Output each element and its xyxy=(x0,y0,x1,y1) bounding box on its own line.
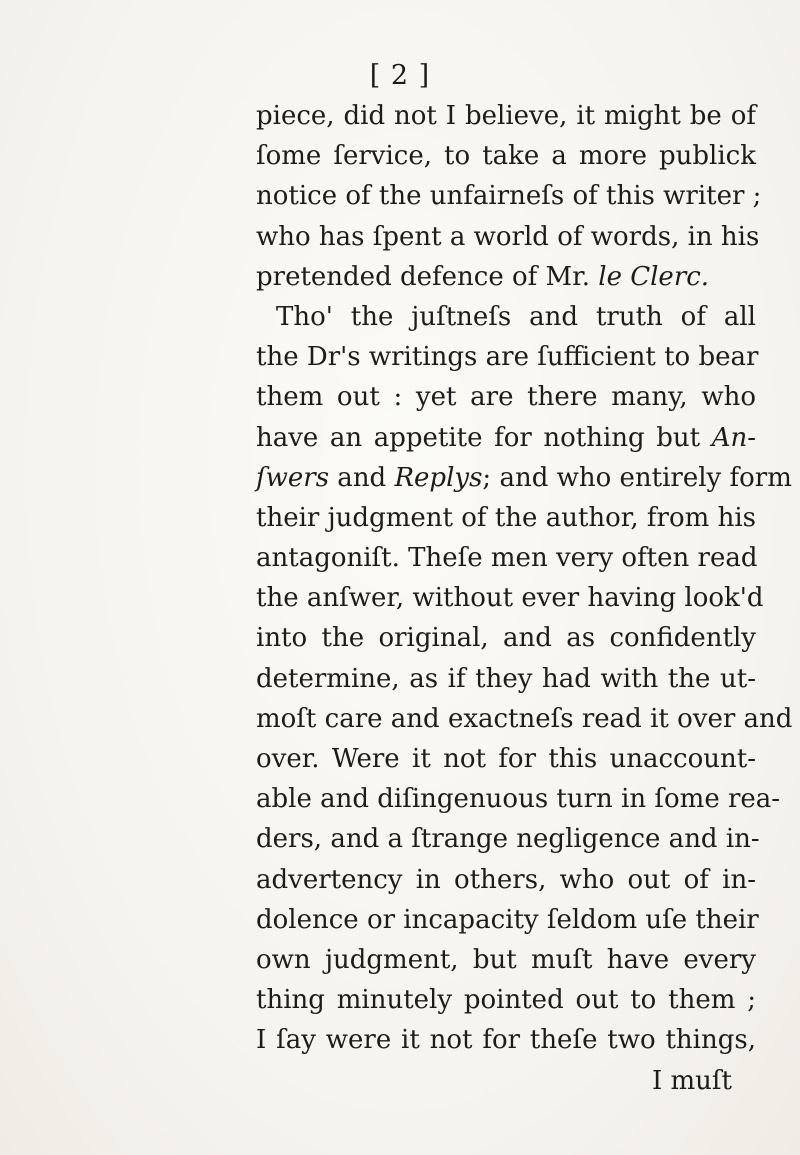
text-line: the anſwer, without ever having look'd xyxy=(256,583,764,614)
italic-word: Replys xyxy=(394,462,483,493)
text-line: who has ſpent a world of words, in his xyxy=(256,221,760,252)
text-line: ſome ſervice, to take a more publick xyxy=(256,141,756,172)
body-text xyxy=(256,96,793,1101)
page-number: [ 2 ] xyxy=(369,60,431,91)
text-line: into the original, and as confidently xyxy=(256,623,756,654)
text-line: the Dr's writings are ſufficient to bear xyxy=(256,342,759,373)
text-line: them out : yet are there many, who xyxy=(256,382,756,413)
text-line: ſwers and Replys; and who entirely form xyxy=(256,462,792,493)
text-line: own judgment, but muſt have every xyxy=(256,944,756,975)
text-line: dolence or incapacity ſeldom uſe their xyxy=(256,904,759,935)
italic-word: ſwers xyxy=(256,462,330,493)
text-line: ders, and a ſtrange negligence and in- xyxy=(256,824,760,855)
text-line: over. Were it not for this unaccount- xyxy=(256,744,756,774)
text-line: pretended defence of Mr. le Clerc. xyxy=(256,261,710,292)
text-line: able and diſingenuous turn in ſome rea- xyxy=(256,784,781,815)
text-line: thing minutely pointed out to them ; xyxy=(256,985,756,1016)
text-line: I ſay were it not for theſe two things, xyxy=(256,1025,756,1056)
catchword: I muſt xyxy=(651,1065,732,1096)
text-line: their judgment of the author, from his xyxy=(256,502,756,533)
text-line: antagoniſt. Theſe men very often read xyxy=(256,543,758,574)
text-line: piece, did not I believe, it might be of xyxy=(256,101,756,131)
text-line: advertency in others, who out of in- xyxy=(256,864,756,895)
italic-name: le Clerc. xyxy=(598,261,710,292)
text-line: have an appetite for nothing but An- xyxy=(256,422,756,453)
text-line: determine, as if they had with the ut- xyxy=(256,663,756,694)
italic-word: An- xyxy=(711,422,756,453)
text-line: notice of the unfairneſs of this writer ; xyxy=(256,181,762,212)
text-line: Tho' the juſtneſs and truth of all xyxy=(276,301,756,332)
text-line: moſt care and exactneſs read it over and xyxy=(256,703,793,734)
